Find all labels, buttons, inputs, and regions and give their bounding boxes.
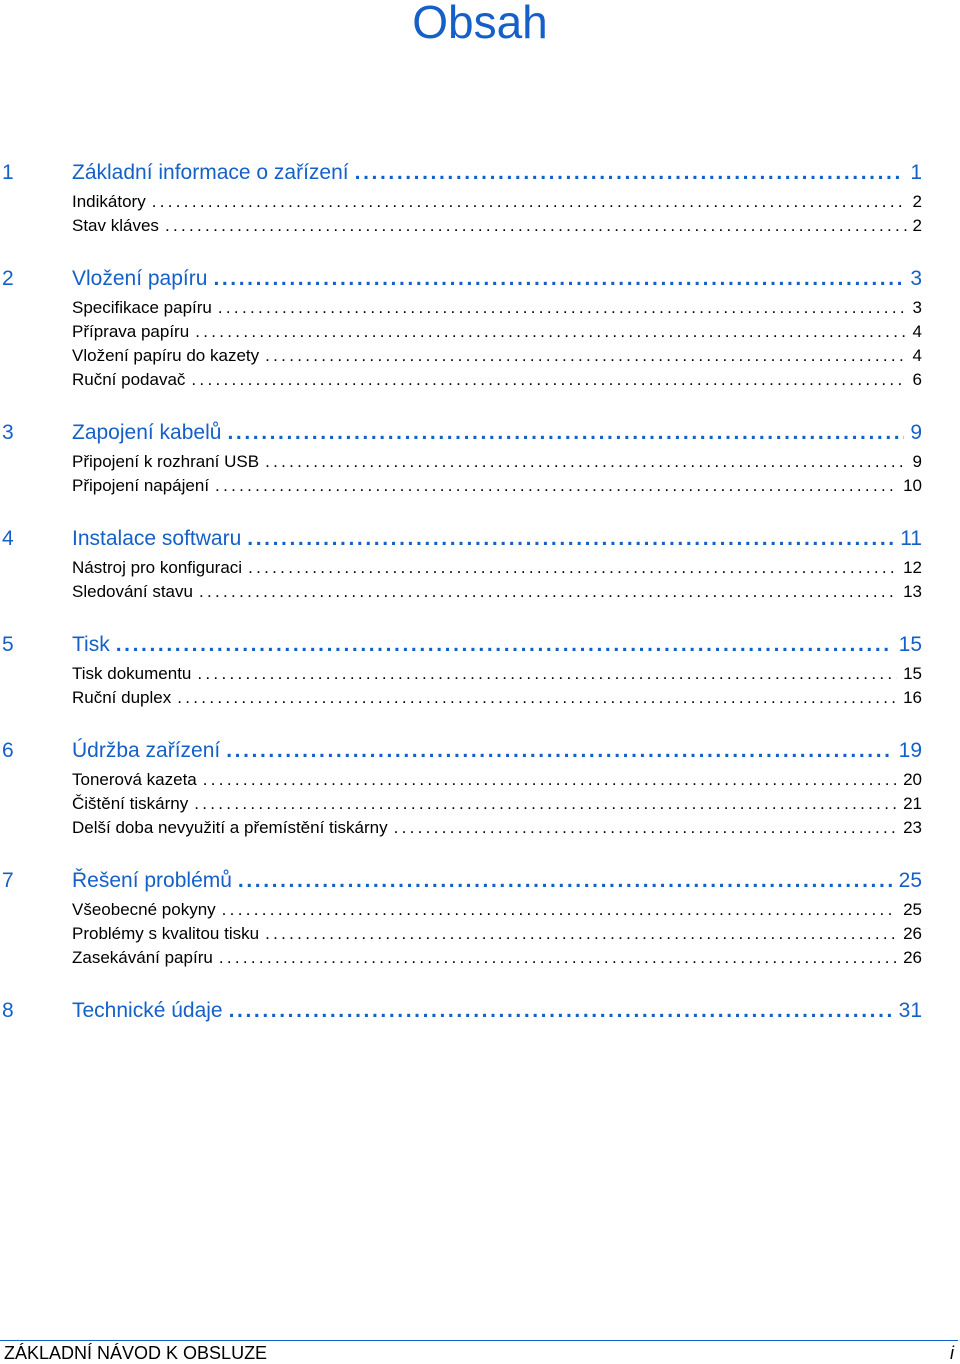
dot-leader: [248, 556, 897, 580]
dot-leader: [213, 262, 904, 296]
section-title: Připojení k rozhraní USB: [72, 452, 260, 471]
dot-leader: [197, 662, 897, 686]
dot-leader: [265, 450, 906, 474]
section-title: Příprava papíru: [72, 322, 190, 341]
chapter-title: Vložení papíru: [72, 267, 208, 290]
toc-section-entry[interactable]: [0, 768, 922, 792]
dot-leader: [219, 946, 897, 970]
section-title: Ruční podavač: [72, 370, 186, 389]
chapter-page: 3: [910, 267, 922, 290]
toc-chapter-3: [0, 416, 922, 498]
table-of-contents: [0, 156, 922, 1052]
section-page: 4: [912, 322, 922, 341]
toc-section-entry[interactable]: [0, 556, 922, 580]
section-page: 21: [903, 794, 922, 813]
chapter-page: 1: [910, 161, 922, 184]
chapter-page: 11: [900, 527, 922, 550]
toc-section-entry[interactable]: [0, 686, 922, 710]
toc-chapter-entry[interactable]: [0, 628, 922, 662]
toc-chapter-8: [0, 994, 922, 1028]
chapter-title: Tisk: [72, 633, 110, 656]
chapter-number: 8: [2, 999, 14, 1022]
toc-chapter-entry[interactable]: [0, 522, 922, 556]
section-page: 6: [912, 370, 922, 389]
toc-section-entry[interactable]: [0, 946, 922, 970]
section-page: 10: [903, 476, 922, 495]
toc-section-entry[interactable]: [0, 368, 922, 392]
section-page: 26: [903, 924, 922, 943]
toc-chapter-2: [0, 262, 922, 392]
chapter-title: Řešení problémů: [72, 869, 232, 892]
chapter-page: 15: [898, 633, 922, 656]
section-title: Vložení papíru do kazety: [72, 346, 260, 365]
dot-leader: [165, 214, 907, 238]
section-page: 3: [912, 298, 922, 317]
section-page: 15: [903, 664, 922, 683]
section-title: Stav kláves: [72, 216, 159, 235]
section-title: Specifikace papíru: [72, 298, 212, 317]
dot-leader: [177, 686, 897, 710]
footer-rule: [0, 1340, 958, 1341]
dot-leader: [355, 156, 905, 190]
toc-chapter-entry[interactable]: [0, 994, 922, 1028]
toc-chapter-6: [0, 734, 922, 840]
section-page: 23: [903, 818, 922, 837]
chapter-number: 5: [2, 633, 14, 656]
dot-leader: [238, 864, 893, 898]
toc-section-entry[interactable]: [0, 922, 922, 946]
dot-leader: [195, 320, 906, 344]
footer-page-number: i: [950, 1343, 954, 1363]
section-page: 4: [912, 346, 922, 365]
section-page: 2: [912, 216, 922, 235]
section-title: Delší doba nevyužití a přemístění tiskárny: [72, 818, 388, 837]
dot-leader: [227, 416, 904, 450]
dot-leader: [116, 628, 893, 662]
dot-leader: [226, 734, 892, 768]
dot-leader: [222, 898, 897, 922]
chapter-page: 9: [910, 421, 922, 444]
section-title: Problémy s kvalitou tisku: [72, 924, 260, 943]
dot-leader: [265, 922, 897, 946]
chapter-title: Zapojení kabelů: [72, 421, 222, 444]
chapter-number: 7: [2, 869, 14, 892]
chapter-number: 4: [2, 527, 14, 550]
section-title: Připojení napájení: [72, 476, 210, 495]
section-page: 16: [903, 688, 922, 707]
toc-chapter-1: [0, 156, 922, 238]
section-page: 12: [903, 558, 922, 577]
section-title: Nástroj pro konfiguraci: [72, 558, 243, 577]
section-title: Tonerová kazeta: [72, 770, 197, 789]
section-page: 26: [903, 948, 922, 967]
section-title: Všeobecné pokyny: [72, 900, 216, 919]
toc-chapter-4: [0, 522, 922, 604]
dot-leader: [191, 368, 906, 392]
dot-leader: [199, 580, 897, 604]
toc-section-entry[interactable]: [0, 190, 922, 214]
section-page: 9: [912, 452, 922, 471]
chapter-number: 1: [2, 161, 14, 184]
toc-chapter-entry[interactable]: [0, 864, 922, 898]
toc-chapter-entry[interactable]: [0, 734, 922, 768]
section-title: Tisk dokumentu: [72, 664, 192, 683]
section-title: Ruční duplex: [72, 688, 172, 707]
dot-leader: [229, 994, 893, 1028]
chapter-title: Technické údaje: [72, 999, 223, 1022]
section-page: 13: [903, 582, 922, 601]
section-page: 2: [912, 192, 922, 211]
chapter-number: 3: [2, 421, 14, 444]
dot-leader: [218, 296, 907, 320]
chapter-title: Údržba zařízení: [72, 739, 221, 762]
dot-leader: [215, 474, 897, 498]
chapter-page: 25: [898, 869, 922, 892]
chapter-title: Instalace softwaru: [72, 527, 242, 550]
toc-section-entry[interactable]: [0, 344, 922, 368]
dot-leader: [265, 344, 906, 368]
toc-section-entry[interactable]: [0, 816, 922, 840]
dot-leader: [394, 816, 897, 840]
dot-leader: [203, 768, 897, 792]
chapter-title: Základní informace o zařízení: [72, 161, 349, 184]
toc-chapter-7: [0, 864, 922, 970]
toc-section-entry[interactable]: [0, 296, 922, 320]
toc-section-entry[interactable]: [0, 792, 922, 816]
toc-section-entry[interactable]: [0, 450, 922, 474]
footer-manual-title: ZÁKLADNÍ NÁVOD K OBSLUZE: [4, 1343, 268, 1363]
toc-section-entry[interactable]: [0, 580, 922, 604]
chapter-page: 19: [898, 739, 922, 762]
page-title: Obsah: [412, 0, 548, 48]
section-title: Sledování stavu: [72, 582, 193, 601]
section-page: 25: [903, 900, 922, 919]
toc-chapter-entry[interactable]: [0, 262, 922, 296]
toc-chapter-5: [0, 628, 922, 710]
dot-leader: [152, 190, 907, 214]
dot-leader: [247, 522, 894, 556]
toc-section-entry[interactable]: [0, 474, 922, 498]
section-title: Čištění tiskárny: [72, 794, 189, 813]
section-title: Indikátory: [72, 192, 146, 211]
toc-chapter-entry[interactable]: [0, 416, 922, 450]
toc-section-entry[interactable]: [0, 320, 922, 344]
toc-section-entry[interactable]: [0, 662, 922, 686]
chapter-page: 31: [898, 999, 922, 1022]
chapter-number: 2: [2, 267, 14, 290]
chapter-number: 6: [2, 739, 14, 762]
section-page: 20: [903, 770, 922, 789]
toc-section-entry[interactable]: [0, 898, 922, 922]
toc-section-entry[interactable]: [0, 214, 922, 238]
toc-chapter-entry[interactable]: [0, 156, 922, 190]
dot-leader: [194, 792, 897, 816]
section-title: Zasekávání papíru: [72, 948, 213, 967]
